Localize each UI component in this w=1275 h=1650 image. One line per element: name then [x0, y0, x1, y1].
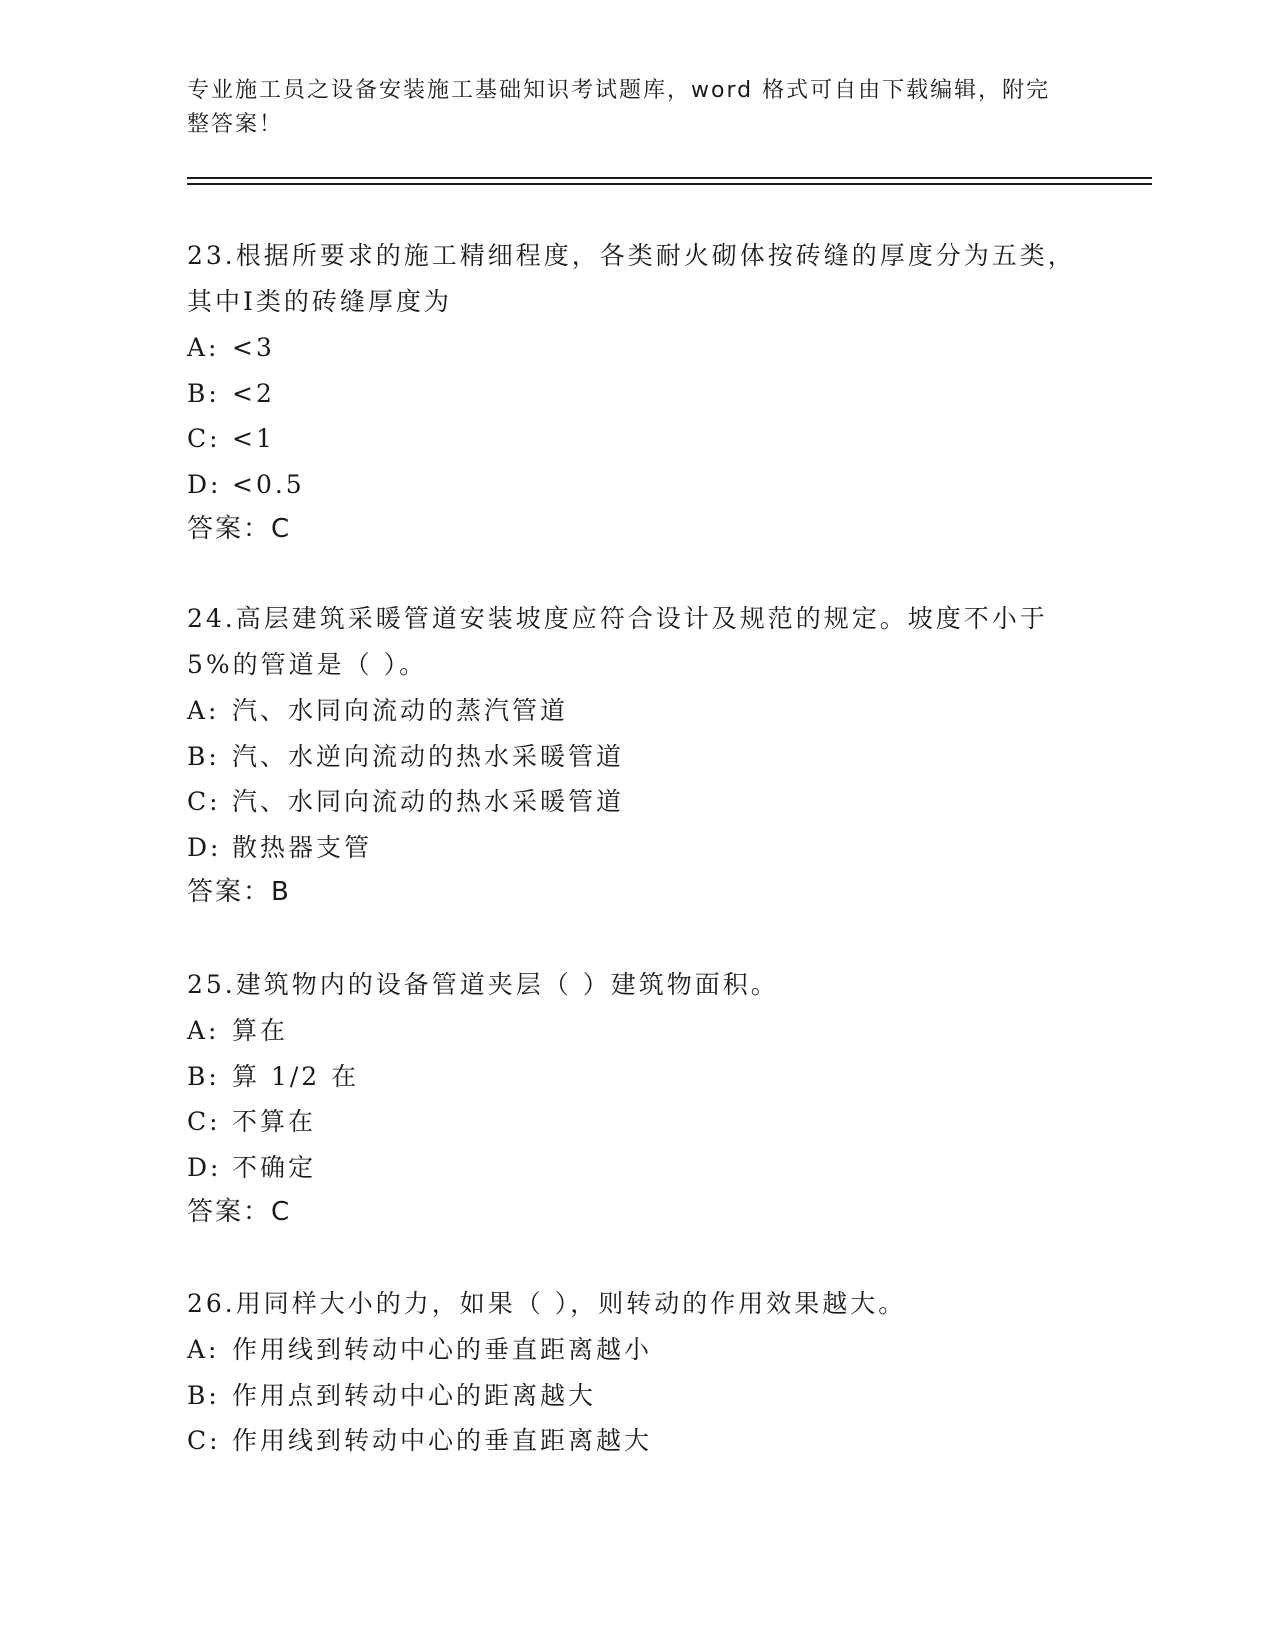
question-stem: 25.建筑物内的设备管道夹层（ ）建筑物面积。 — [187, 970, 779, 999]
question-stem: 24.高层建筑采暖管道安装坡度应符合设计及规范的规定。坡度不小于5%的管道是（ ）。 — [187, 604, 1048, 679]
option-text: <1 — [232, 424, 275, 453]
option-b — [187, 371, 1087, 417]
option-c — [187, 416, 1087, 462]
question-23 — [187, 233, 1087, 553]
option-text: <0.5 — [232, 469, 305, 499]
option-key: B: — [187, 378, 220, 408]
option-text: <3 — [232, 333, 275, 362]
option-text: 散热器支管 — [232, 832, 373, 862]
header-divider-top — [187, 177, 1152, 179]
option-a — [187, 1008, 1087, 1054]
option-key: A: — [187, 1016, 220, 1045]
option-b — [187, 1054, 1087, 1100]
option-text: 汽、水同向流动的蒸汽管道 — [232, 696, 569, 725]
option-d — [187, 462, 1087, 508]
question-stem: 26.用同样大小的力，如果（ ），则转动的作用效果越大。 — [187, 1289, 907, 1318]
option-c — [187, 779, 1087, 825]
option-key: C: — [187, 787, 221, 816]
option-b — [187, 1373, 1087, 1419]
option-d — [187, 825, 1087, 871]
option-a — [187, 688, 1087, 734]
option-key: A: — [187, 696, 220, 725]
question-26 — [187, 1281, 1087, 1464]
option-b — [187, 734, 1087, 780]
document-header — [187, 74, 1067, 142]
answer: 答案：C — [187, 514, 292, 544]
option-key: B: — [187, 1061, 220, 1091]
option-text: <2 — [232, 378, 275, 408]
option-a — [187, 325, 1087, 371]
question-stem: 23.根据所要求的施工精细程度，各类耐火砌体按砖缝的厚度分为五类，其中Ⅰ类的砖缝厚度为 — [187, 241, 1076, 316]
option-c — [187, 1418, 1087, 1464]
answer: 答案：B — [187, 877, 291, 907]
option-text: 作用线到转动中心的垂直距离越大 — [232, 1426, 653, 1455]
option-text: 汽、水同向流动的热水采暖管道 — [232, 787, 625, 816]
option-text: 作用线到转动中心的垂直距离越小 — [232, 1335, 653, 1364]
option-a — [187, 1327, 1087, 1373]
option-key: D: — [187, 469, 222, 499]
option-key: B: — [187, 741, 220, 771]
option-text: 汽、水逆向流动的热水采暖管道 — [232, 741, 625, 771]
option-key: C: — [187, 424, 221, 453]
option-d — [187, 1145, 1087, 1191]
option-key: D: — [187, 1152, 222, 1182]
question-24 — [187, 596, 1087, 916]
option-c — [187, 1099, 1087, 1145]
option-key: C: — [187, 1426, 221, 1455]
answer: 答案：C — [187, 1197, 292, 1227]
option-key: C: — [187, 1107, 221, 1136]
option-text: 不算在 — [232, 1107, 317, 1136]
header-text: 专业施工员之设备安装施工基础知识考试题库，word 格式可自由下载编辑，附完整答案！ — [187, 78, 1051, 137]
option-key: A: — [187, 333, 220, 362]
question-25 — [187, 962, 1087, 1236]
option-text: 不确定 — [232, 1152, 317, 1182]
option-key: B: — [187, 1380, 220, 1410]
option-text: 算 1/2 在 — [232, 1061, 360, 1091]
option-key: A: — [187, 1335, 220, 1364]
option-text: 算在 — [232, 1016, 289, 1045]
option-text: 作用点到转动中心的距离越大 — [232, 1380, 597, 1410]
option-key: D: — [187, 832, 222, 862]
header-divider-bottom — [187, 183, 1152, 185]
